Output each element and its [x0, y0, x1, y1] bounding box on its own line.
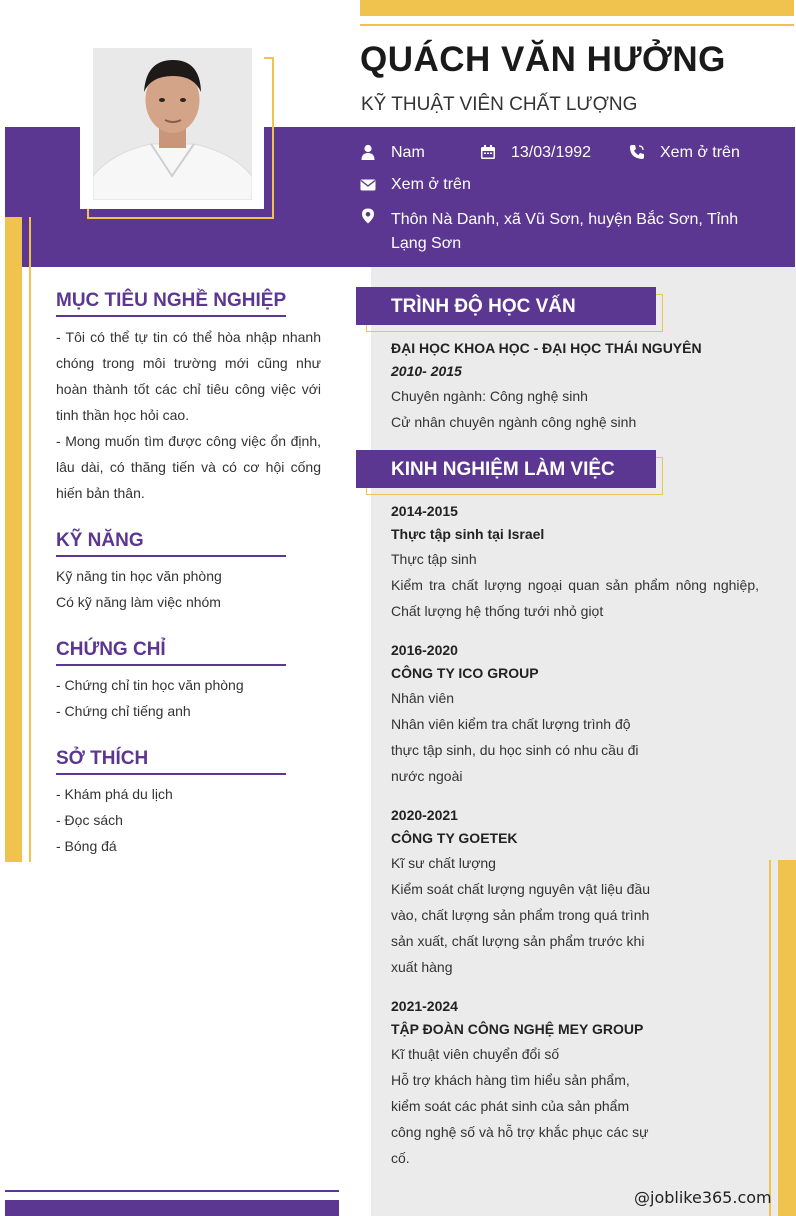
hobby-item: - Bóng đá: [56, 838, 117, 854]
objective-paragraph-2: - Mong muốn tìm được công việc ổn định, lâu dài, có thăng tiến và có cơ hội cống hiến bản thân.: [56, 433, 321, 501]
job-role: Thực tập sinh: [391, 551, 477, 567]
left-accent-line: [29, 217, 31, 862]
job-company: CÔNG TY ICO GROUP: [391, 665, 539, 681]
certificate-item: - Chứng chỉ tin học văn phòng: [56, 677, 244, 693]
certificate-item: - Chứng chỉ tiếng anh: [56, 703, 191, 719]
gender-value: Nam: [391, 144, 425, 161]
certificates-underline: [56, 664, 286, 666]
email-value: Xem ở trên: [391, 176, 471, 193]
job-role: Nhân viên: [391, 690, 455, 706]
right-accent-line: [769, 860, 771, 1216]
hobby-item: - Đọc sách: [56, 812, 123, 828]
objective-underline: [56, 315, 286, 317]
job-company: Thực tập sinh tại Israel: [391, 526, 545, 542]
education-heading-box: [356, 287, 656, 325]
job-description: Nhân viên kiểm tra chất lượng trình độ thực tập sinh, du học sinh có nhu cầu đi nước ngoài: [391, 716, 639, 784]
skills-underline: [56, 555, 286, 557]
job-company: TẬP ĐOÀN CÔNG NGHỆ MEY GROUP: [391, 1021, 644, 1037]
map-pin-icon: [360, 208, 376, 224]
job-description: Kiểm soát chất lượng nguyên vật liệu đầu vào, chất lượng sản phẩm trong quá trình sản xuất, chất lượng sản phẩm trước khi xuất hàng: [391, 881, 651, 975]
job-role: Kĩ thuật viên chuyển đổi số: [391, 1046, 560, 1062]
user-icon: [360, 144, 376, 160]
top-accent-line: [360, 24, 794, 26]
address-value: Thôn Nà Danh, xã Vũ Sơn, huyện Bắc Sơn, Tỉnh Lạng Sơn: [391, 211, 739, 252]
objective-heading: MỤC TIÊU NGHỀ NGHIỆP: [56, 290, 287, 311]
objective-paragraph-1: - Tôi có thể tự tin có thể hòa nhập nhanh chóng trong môi trường mới cũng như hoàn thành tốt các chỉ tiêu công việc với tinh thần học hỏi cao.: [56, 329, 321, 423]
hobbies-heading: SỞ THÍCH: [56, 748, 149, 769]
envelope-icon: [360, 177, 376, 193]
education-degree: Cử nhân chuyên ngành công nghệ sinh: [391, 414, 637, 430]
education-school: ĐẠI HỌC KHOA HỌC - ĐẠI HỌC THÁI NGUYÊN: [391, 340, 702, 356]
right-accent-bar: [778, 860, 796, 1216]
job-period: 2020-2021: [391, 807, 458, 823]
phone-value: Xem ở trên: [660, 144, 740, 161]
education-period: 2010- 2015: [391, 363, 462, 379]
job-description: Hỗ trợ khách hàng tìm hiểu sản phẩm, kiểm soát các phát sinh của sản phẩm công nghệ số và hỗ trợ khắc phục các sự cố.: [391, 1072, 649, 1166]
birthday-value: 13/03/1992: [511, 144, 592, 161]
top-accent-bar: [360, 0, 794, 16]
bottom-accent-line: [5, 1190, 339, 1192]
skill-item: Kỹ năng tin học văn phòng: [56, 568, 222, 584]
phone-icon: [629, 144, 645, 160]
job-title: KỸ THUẬT VIÊN CHẤT LƯỢNG: [361, 94, 638, 115]
job-period: 2016-2020: [391, 642, 458, 658]
job-period: 2021-2024: [391, 998, 458, 1014]
watermark: @joblike365.com: [634, 1188, 772, 1207]
hobby-item: - Khám phá du lịch: [56, 786, 173, 802]
certificates-heading: CHỨNG CHỈ: [56, 639, 166, 660]
skills-heading: KỸ NĂNG: [56, 530, 144, 551]
candidate-name: QUÁCH VĂN HƯỞNG: [360, 40, 726, 79]
job-description: Kiểm tra chất lượng ngoại quan sản phẩm nông nghiệp, Chất lượng hệ thống tưới nhỏ giọt: [391, 577, 759, 619]
hobbies-underline: [56, 773, 286, 775]
job-period: 2014-2015: [391, 503, 458, 519]
job-role: Kĩ sư chất lượng: [391, 855, 496, 871]
experience-heading-box: [356, 450, 656, 488]
left-accent-bar: [5, 217, 22, 862]
bottom-accent-bar: [5, 1200, 339, 1216]
calendar-icon: [480, 144, 496, 160]
skill-item: Có kỹ năng làm việc nhóm: [56, 594, 221, 610]
profile-photo: [93, 48, 252, 200]
education-heading: TRÌNH ĐỘ HỌC VẤN: [391, 296, 576, 317]
experience-heading: KINH NGHIỆM LÀM VIỆC: [391, 459, 615, 480]
job-company: CÔNG TY GOETEK: [391, 830, 518, 846]
education-major: Chuyên ngành: Công nghệ sinh: [391, 388, 588, 404]
